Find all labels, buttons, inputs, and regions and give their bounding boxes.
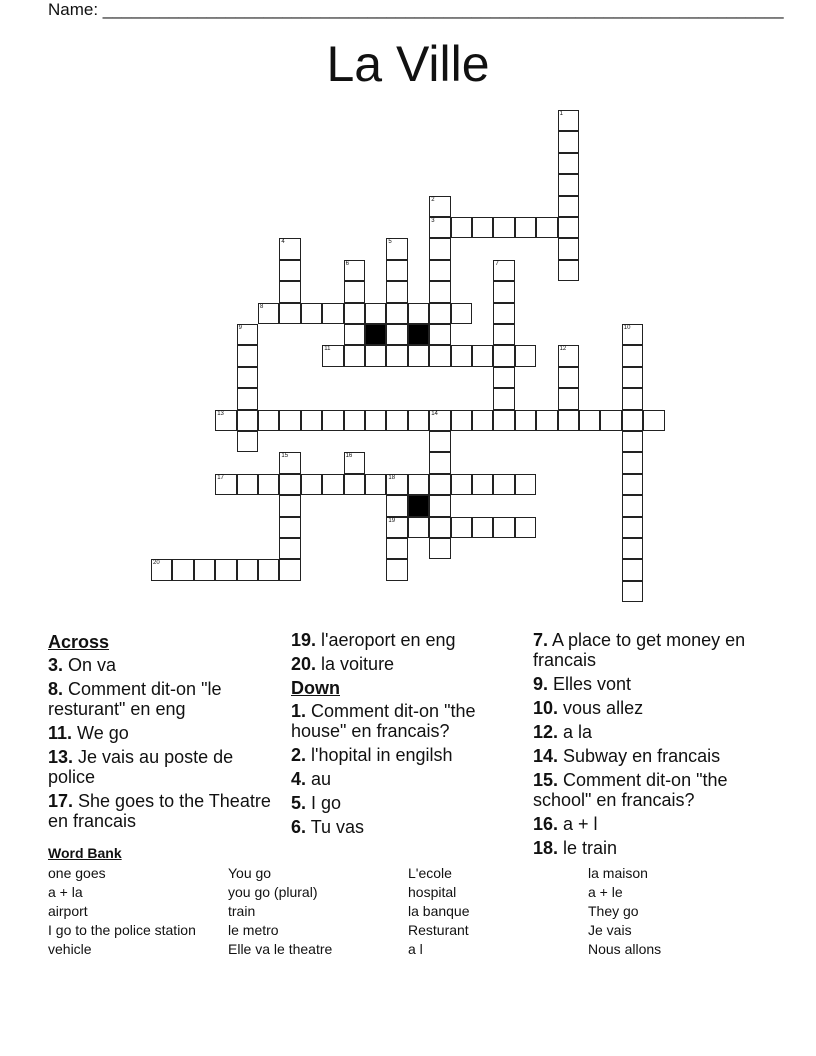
crossword-cell[interactable]: [558, 367, 579, 388]
clue-number: 6.: [291, 817, 307, 837]
crossword-cell[interactable]: [344, 474, 365, 495]
crossword-cell[interactable]: [493, 260, 514, 281]
clue-text: l'hopital in engilsh: [306, 745, 453, 765]
clue-number: 15.: [533, 770, 559, 790]
clue-number: 9.: [533, 674, 549, 694]
cell-number: 18: [388, 474, 396, 481]
crossword-cell[interactable]: [279, 474, 300, 495]
crossword-cell[interactable]: [493, 281, 514, 302]
word-bank-item: train: [228, 903, 256, 919]
clue-text: Subway en francais: [558, 746, 721, 766]
crossword-cell[interactable]: [408, 303, 429, 324]
cell-number: 14: [431, 410, 438, 417]
cell-number: 15: [281, 453, 289, 460]
crossword-cell[interactable]: [493, 345, 514, 366]
cell-number: 20: [153, 560, 160, 567]
clue-item: [533, 770, 763, 810]
crossword-cell[interactable]: [237, 367, 258, 388]
crossword-cell[interactable]: [558, 217, 579, 238]
crossword-cell[interactable]: [279, 260, 300, 281]
crossword-cell[interactable]: [386, 538, 407, 559]
clue-item: [533, 722, 763, 742]
crossword-cell[interactable]: [558, 410, 579, 431]
crossword-block: [408, 324, 429, 345]
crossword-cell[interactable]: [451, 517, 472, 538]
crossword-cell[interactable]: [344, 281, 365, 302]
crossword-cell[interactable]: [429, 196, 450, 217]
crossword-cell[interactable]: [622, 345, 643, 366]
crossword-cell[interactable]: [386, 474, 407, 495]
word-bank-item: you go (plural): [228, 884, 318, 900]
clue-text: l'aeroport en eng: [316, 630, 456, 650]
clue-number: 10.: [533, 698, 559, 718]
clue-text: I go: [306, 793, 342, 813]
crossword-cell[interactable]: [493, 474, 514, 495]
word-bank-item: a + le: [588, 884, 623, 900]
word-bank-item: You go: [228, 865, 272, 881]
crossword-cell[interactable]: [215, 410, 236, 431]
clue-number: 3.: [48, 655, 64, 675]
clue-column-2: [291, 630, 516, 841]
crossword-cell[interactable]: [493, 517, 514, 538]
crossword-cell[interactable]: [386, 260, 407, 281]
clue-number: 5.: [291, 793, 307, 813]
word-bank-item: one goes: [48, 865, 106, 881]
clue-item: [291, 793, 516, 813]
crossword-cell[interactable]: [536, 410, 557, 431]
crossword-cell[interactable]: [622, 495, 643, 516]
word-bank-item: Je vais: [588, 922, 632, 938]
clue-item: [48, 723, 273, 743]
crossword-cell[interactable]: [279, 238, 300, 259]
cell-number: 3: [431, 218, 435, 224]
word-bank-title: Word Bank: [48, 845, 122, 861]
crossword-cell[interactable]: [386, 324, 407, 345]
clue-number: 4.: [291, 769, 307, 789]
crossword-cell[interactable]: [237, 410, 258, 431]
crossword-cell[interactable]: [279, 281, 300, 302]
crossword-cell[interactable]: [429, 452, 450, 473]
cell-number: 11: [324, 346, 331, 353]
clue-text: le train: [558, 838, 618, 858]
crossword-cell[interactable]: [429, 517, 450, 538]
crossword-cell[interactable]: [493, 324, 514, 345]
cell-number: 2: [431, 196, 435, 203]
crossword-cell[interactable]: [429, 217, 450, 238]
clue-heading: Down: [291, 678, 340, 698]
cell-number: 19: [388, 517, 396, 524]
crossword-cell[interactable]: [472, 410, 493, 431]
clue-text: Elles vont: [548, 674, 632, 694]
crossword-cell[interactable]: [344, 303, 365, 324]
crossword-cell[interactable]: [558, 238, 579, 259]
clue-text: a la: [558, 722, 593, 742]
clue-item: [291, 630, 516, 650]
word-bank-item: la maison: [588, 865, 648, 881]
crossword-cell[interactable]: [429, 324, 450, 345]
crossword-cell[interactable]: [279, 538, 300, 559]
word-bank-item: Elle va le theatre: [228, 941, 333, 957]
crossword-cell[interactable]: [536, 217, 557, 238]
word-bank-column: [228, 864, 332, 959]
crossword-cell[interactable]: [322, 410, 343, 431]
clue-number: 13.: [48, 747, 74, 767]
crossword-cell[interactable]: [451, 217, 472, 238]
clue-text: au: [306, 769, 332, 789]
cell-number: 8: [260, 303, 264, 310]
crossword-cell[interactable]: [515, 217, 536, 238]
crossword-cell[interactable]: [386, 303, 407, 324]
clue-text: la voiture: [316, 654, 395, 674]
clue-text: Je vais au poste de police: [48, 747, 234, 787]
clue-item: [533, 698, 763, 718]
cell-number: 7: [495, 260, 499, 267]
crossword-cell[interactable]: [622, 474, 643, 495]
clue-number: 7.: [533, 630, 549, 650]
clue-item: [291, 654, 516, 674]
crossword-cell[interactable]: [622, 452, 643, 473]
crossword-cell[interactable]: [429, 410, 450, 431]
crossword-cell[interactable]: [493, 388, 514, 409]
clue-item: [291, 769, 516, 789]
crossword-cell[interactable]: [322, 303, 343, 324]
crossword-cell[interactable]: [344, 452, 365, 473]
crossword-cell[interactable]: [558, 196, 579, 217]
word-bank-item: a + la: [48, 884, 83, 900]
word-bank-item: L'ecole: [408, 865, 452, 881]
clue-column-3: [533, 630, 763, 862]
word-bank-item: airport: [48, 903, 88, 919]
crossword-cell[interactable]: [515, 517, 536, 538]
crossword-cell[interactable]: [365, 303, 386, 324]
crossword-cell[interactable]: [429, 260, 450, 281]
crossword-cell[interactable]: [558, 131, 579, 152]
crossword-cell[interactable]: [215, 474, 236, 495]
clue-item: [533, 746, 763, 766]
crossword-cell[interactable]: [237, 324, 258, 345]
crossword-cell[interactable]: [558, 345, 579, 366]
crossword-cell[interactable]: [279, 303, 300, 324]
word-bank-item: a l: [408, 941, 423, 957]
clue-text: She goes to the Theatre en francais: [48, 791, 271, 831]
crossword-cell[interactable]: [558, 260, 579, 281]
crossword-block: [408, 495, 429, 516]
word-bank-item: They go: [588, 903, 639, 919]
clue-text: Comment dit-on "le resturant" en eng: [48, 679, 222, 719]
word-bank-column: [48, 864, 196, 959]
clue-text: On va: [63, 655, 117, 675]
crossword-cell[interactable]: [493, 217, 514, 238]
crossword-cell[interactable]: [558, 174, 579, 195]
crossword-cell[interactable]: [622, 410, 643, 431]
crossword-cell[interactable]: [622, 581, 643, 602]
crossword-cell[interactable]: [408, 345, 429, 366]
cell-number: 10: [623, 325, 631, 331]
clue-text: A place to get money en francais: [533, 630, 746, 670]
crossword-cell[interactable]: [493, 410, 514, 431]
crossword-cell[interactable]: [279, 495, 300, 516]
clue-item: [533, 630, 763, 670]
clue-item: [48, 679, 273, 719]
word-bank-item: le metro: [228, 922, 279, 938]
crossword-cell[interactable]: [429, 303, 450, 324]
clue-item: [291, 817, 516, 837]
crossword-cell[interactable]: [472, 474, 493, 495]
crossword-cell[interactable]: [515, 345, 536, 366]
crossword-cell[interactable]: [344, 345, 365, 366]
crossword-cell[interactable]: [622, 538, 643, 559]
crossword-cell[interactable]: [429, 281, 450, 302]
crossword-cell[interactable]: [386, 410, 407, 431]
crossword-cell[interactable]: [579, 410, 600, 431]
crossword-cell[interactable]: [472, 217, 493, 238]
cell-number: 5: [388, 239, 392, 246]
crossword-cell[interactable]: [279, 410, 300, 431]
crossword-cell[interactable]: [322, 474, 343, 495]
crossword-cell[interactable]: [429, 431, 450, 452]
clue-number: 14.: [533, 746, 559, 766]
crossword-cell[interactable]: [344, 410, 365, 431]
crossword-cell[interactable]: [279, 452, 300, 473]
crossword-cell[interactable]: [472, 345, 493, 366]
crossword-cell[interactable]: [472, 517, 493, 538]
crossword-cell[interactable]: [151, 559, 172, 580]
word-bank-item: vehicle: [48, 941, 92, 957]
clue-number: 8.: [48, 679, 64, 699]
crossword-cell[interactable]: [386, 345, 407, 366]
crossword-cell[interactable]: [622, 367, 643, 388]
word-bank-item: hospital: [408, 884, 457, 900]
clue-number: 17.: [48, 791, 74, 811]
crossword-block: [365, 324, 386, 345]
crossword-cell[interactable]: [622, 388, 643, 409]
crossword-cell[interactable]: [237, 345, 258, 366]
crossword-cell[interactable]: [429, 495, 450, 516]
crossword-cell[interactable]: [258, 303, 279, 324]
clue-text: We go: [72, 723, 129, 743]
crossword-cell[interactable]: [493, 367, 514, 388]
clue-item: [533, 838, 763, 858]
crossword-cell[interactable]: [386, 238, 407, 259]
clue-number: 19.: [291, 630, 317, 650]
clue-text: a + l: [558, 814, 598, 834]
crossword-cell[interactable]: [301, 410, 322, 431]
crossword-cell[interactable]: [429, 238, 450, 259]
crossword-cell[interactable]: [600, 410, 621, 431]
crossword-cell[interactable]: [365, 474, 386, 495]
crossword-cell[interactable]: [386, 281, 407, 302]
word-bank-column: [408, 864, 470, 959]
crossword-cell[interactable]: [301, 474, 322, 495]
clue-text: Comment dit-on "the school" en francais?: [533, 770, 728, 810]
clue-item: [533, 674, 763, 694]
crossword-cell[interactable]: [515, 410, 536, 431]
crossword-cell[interactable]: [172, 559, 193, 580]
crossword-cell[interactable]: [237, 559, 258, 580]
clue-item: [48, 747, 273, 787]
crossword-cell[interactable]: [386, 559, 407, 580]
crossword-cell[interactable]: [301, 303, 322, 324]
crossword-cell[interactable]: [386, 517, 407, 538]
crossword-cell[interactable]: [622, 431, 643, 452]
word-bank-item: Nous allons: [588, 941, 662, 957]
cell-number: 4: [281, 239, 285, 246]
crossword-cell[interactable]: [322, 345, 343, 366]
crossword-cell[interactable]: [429, 345, 450, 366]
crossword-cell[interactable]: [451, 345, 472, 366]
cell-number: 9: [238, 325, 242, 331]
clue-item: [291, 701, 516, 741]
clue-text: Comment dit-on "the house" en francais?: [291, 701, 476, 741]
cell-number: 1: [559, 111, 563, 117]
crossword-cell[interactable]: [558, 388, 579, 409]
cell-number: 13: [217, 410, 224, 417]
crossword-cell[interactable]: [258, 410, 279, 431]
word-bank-column: [588, 864, 661, 959]
crossword-cell[interactable]: [622, 559, 643, 580]
crossword-cell[interactable]: [365, 345, 386, 366]
crossword-cell[interactable]: [237, 474, 258, 495]
clue-item: [533, 814, 763, 834]
word-bank-item: la banque: [408, 903, 470, 919]
crossword-cell[interactable]: [279, 559, 300, 580]
name-field[interactable]: Name: ________________________________________________________________________: [48, 0, 784, 19]
crossword-cell[interactable]: [408, 410, 429, 431]
clue-item: [291, 745, 516, 765]
crossword-cell[interactable]: [558, 153, 579, 174]
crossword-cell[interactable]: [408, 517, 429, 538]
crossword-cell[interactable]: [408, 474, 429, 495]
clue-number: 18.: [533, 838, 559, 858]
word-bank-item: Resturant: [408, 922, 469, 938]
crossword-cell[interactable]: [365, 410, 386, 431]
crossword-cell[interactable]: [258, 559, 279, 580]
cell-number: 16: [345, 453, 353, 460]
crossword-cell[interactable]: [622, 517, 643, 538]
clue-text: vous allez: [558, 698, 644, 718]
crossword-cell[interactable]: [493, 303, 514, 324]
crossword-cell[interactable]: [622, 324, 643, 345]
crossword-cell[interactable]: [558, 110, 579, 131]
clue-number: 12.: [533, 722, 559, 742]
clue-number: 16.: [533, 814, 559, 834]
cell-number: 12: [559, 346, 567, 353]
clue-item: [48, 655, 273, 675]
clue-column-1: [48, 630, 273, 835]
crossword-cell[interactable]: [215, 559, 236, 580]
clue-text: Tu vas: [306, 817, 365, 837]
crossword-cell[interactable]: [344, 324, 365, 345]
crossword-cell[interactable]: [258, 474, 279, 495]
page-title: La Ville: [326, 36, 490, 92]
crossword-cell[interactable]: [451, 303, 472, 324]
crossword-cell[interactable]: [237, 431, 258, 452]
crossword-cell[interactable]: [643, 410, 664, 431]
cell-number: 6: [345, 260, 349, 267]
crossword-cell[interactable]: [386, 495, 407, 516]
clue-number: 11.: [48, 723, 73, 743]
crossword-cell[interactable]: [451, 474, 472, 495]
crossword-cell[interactable]: [429, 538, 450, 559]
crossword-cell[interactable]: [279, 517, 300, 538]
clue-heading: Across: [48, 632, 110, 652]
word-bank-item: I go to the police station: [48, 922, 196, 938]
crossword-cell[interactable]: [429, 474, 450, 495]
clue-number: 1.: [291, 701, 307, 721]
clue-item: [48, 791, 273, 831]
cell-number: 17: [217, 474, 224, 481]
crossword-cell[interactable]: [451, 410, 472, 431]
clue-number: 20.: [291, 654, 317, 674]
crossword-cell[interactable]: [515, 474, 536, 495]
crossword-cell[interactable]: [237, 388, 258, 409]
crossword-cell[interactable]: [194, 559, 215, 580]
clue-number: 2.: [291, 745, 307, 765]
crossword-cell[interactable]: [344, 260, 365, 281]
